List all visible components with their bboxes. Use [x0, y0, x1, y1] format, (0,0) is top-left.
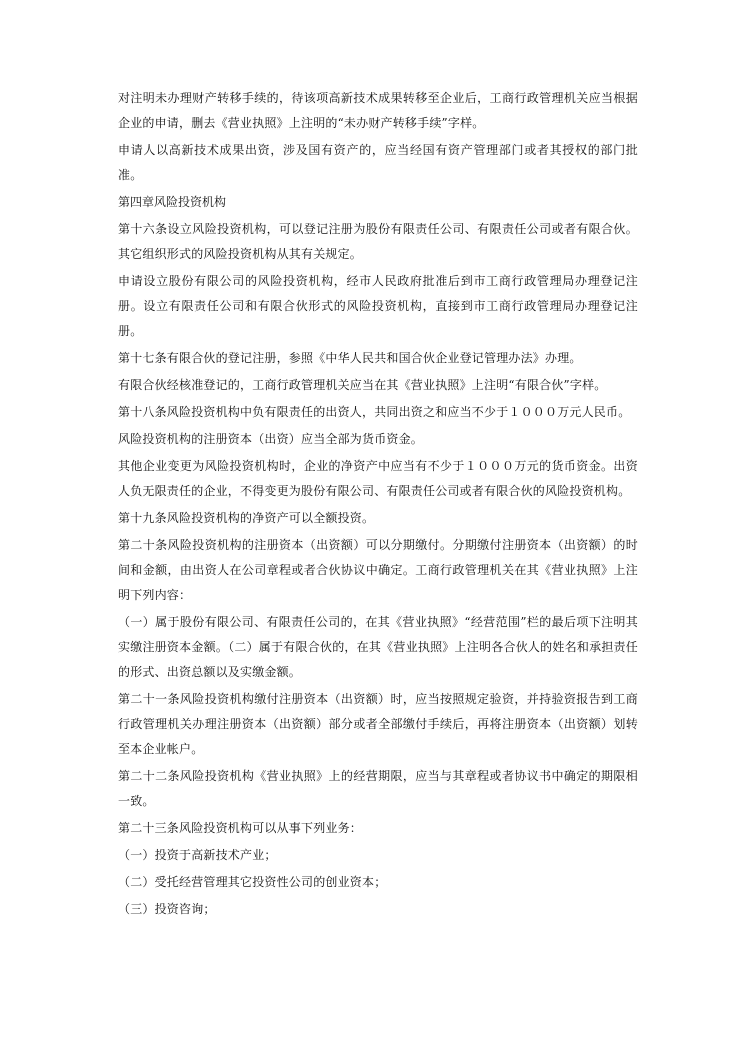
list-item-1: （一）投资于高新技术产业；: [118, 848, 277, 862]
article-20: 第二十条风险投资机构的注册资本（出资额）可以分期缴付。分期缴付注册资本（出资额）的时间和金额，由出资人在公司章程或者合伙协议中确定。工商行政管理机关在其《营业执照》上注明下列内容：: [118, 538, 638, 602]
paragraph-9: 风险投资机构的注册资本（出资）应当全部为货币资金。: [118, 432, 424, 446]
paragraph-7: 有限合伙经核准登记的，工商行政管理机关应当在其《营业执照》上注明“有限合伙”字样。: [118, 378, 607, 392]
chapter-heading: 第四章风险投资机构: [118, 195, 227, 209]
document-page: [118, 86, 638, 924]
article-21: 第二十一条风险投资机构缴付注册资本（出资额）时，应当按照规定验资，并持验资报告到工商行政管理机关办理注册资本（出资额）部分或者全部缴付手续后，再将注册资本（出资额）划转至本企业帐户。: [118, 692, 638, 756]
article-18: 第十八条风险投资机构中负有限责任的出资人，共同出资之和应当不少于１０００万元人民币。: [118, 405, 631, 419]
article-19: 第十九条风险投资机构的净资产可以全额投资。: [118, 511, 375, 525]
article-22: 第二十二条风险投资机构《营业执照》上的经营期限，应当与其章程或者协议书中确定的期限相一致。: [118, 769, 638, 808]
paragraph-1: 对注明未办理财产转移手续的，待该项高新技术成果转移至企业后，工商行政管理机关应当根据企业的申请，删去《营业执照》上注明的“未办财产转移手续”字样。: [118, 91, 638, 130]
list-item-2: （二）受托经营管理其它投资性公司的创业资本；: [118, 875, 387, 889]
paragraph-5: 申请设立股份有限公司的风险投资机构，经市人民政府批准后到市工商行政管理局办理登记注册。设立有限责任公司和有限合伙形式的风险投资机构，直接到市工商行政管理局办理登记注册。: [118, 274, 638, 338]
paragraph-13: （一）属于股份有限公司、有限责任公司的，在其《营业执照》“经营范围”栏的最后项下注明其实缴注册资本金额。（二）属于有限合伙的，在其《营业执照》上注明各合伙人的姓名和承担责任的形式、出资总额以及实缴金额。: [118, 615, 638, 679]
article-16: 第十六条设立风险投资机构，可以登记注册为股份有限责任公司、有限责任公司或者有限合伙。其它组织形式的风险投资机构从其有关规定。: [118, 222, 638, 261]
article-17: 第十七条有限合伙的登记注册，参照《中华人民共和国合伙企业登记管理办法》办理。: [118, 351, 582, 365]
article-23: 第二十三条风险投资机构可以从事下列业务：: [118, 821, 363, 835]
paragraph-10: 其他企业变更为风险投资机构时，企业的净资产中应当有不少于１０００万元的货币资金。出资人负无限责任的企业，不得变更为股份有限公司、有限责任公司或者有限合伙的风险投资机构。: [118, 459, 638, 498]
paragraph-2: 申请人以高新技术成果出资，涉及国有资产的，应当经国有资产管理部门或者其授权的部门批准。: [118, 143, 638, 182]
list-item-3: （三）投资咨询；: [118, 902, 216, 916]
